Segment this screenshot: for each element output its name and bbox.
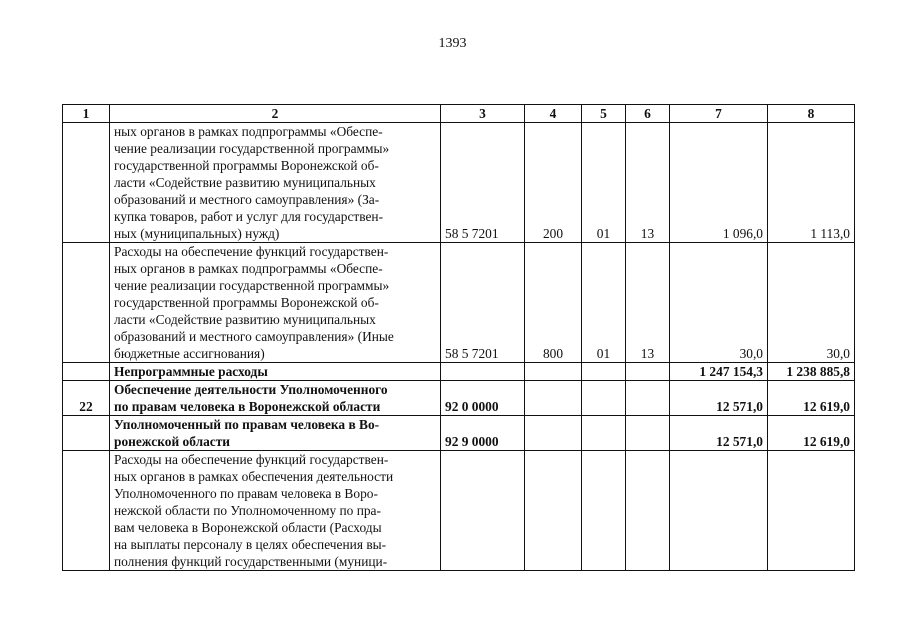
amount-year-2: 1 113,0 (768, 123, 855, 243)
target-code: 92 9 0000 (441, 416, 525, 451)
column-header: 4 (525, 105, 582, 123)
row-description: Расходы на обеспечение функций государствен- ных органов в рамках обеспечения деятельности Уполномоченного по правам человека в Воро- нежской области по Уполномоченному по пра- вам человека в Воронежской области (Расходы на выплаты персоналу в целях обеспечения вы- полнения функций государственными (муници- (110, 451, 441, 571)
expense-type (525, 381, 582, 416)
table-header-row (63, 105, 855, 123)
table-body (63, 123, 855, 571)
section-code (582, 381, 626, 416)
subsection-code (626, 381, 670, 416)
table-row (63, 416, 855, 451)
target-code: 92 0 0000 (441, 381, 525, 416)
target-code (441, 451, 525, 571)
amount-year-2 (768, 451, 855, 571)
amount-year-1 (670, 451, 768, 571)
table-row (63, 123, 855, 243)
section-code (582, 416, 626, 451)
row-description: Обеспечение деятельности Уполномоченного по правам человека в Воронежской области (110, 381, 441, 416)
row-number (63, 416, 110, 451)
column-header: 8 (768, 105, 855, 123)
section-code (582, 363, 626, 381)
row-number (63, 243, 110, 363)
column-header: 5 (582, 105, 626, 123)
expense-type (525, 416, 582, 451)
subsection-code (626, 451, 670, 571)
expense-type (525, 363, 582, 381)
amount-year-1: 12 571,0 (670, 416, 768, 451)
subsection-code (626, 416, 670, 451)
subsection-code: 13 (626, 123, 670, 243)
amount-year-2: 12 619,0 (768, 416, 855, 451)
row-description: Непрограммные расходы (110, 363, 441, 381)
subsection-code: 13 (626, 243, 670, 363)
table-row (63, 363, 855, 381)
table-row (63, 451, 855, 571)
target-code: 58 5 7201 (441, 123, 525, 243)
row-description: ных органов в рамках подпрограммы «Обеспе- чение реализации государственной программы» государственной программы Воронежской об- ласти «Содействие развитию муниципальных образований и местного самоуправления» (За- купка товаров, работ и услуг для государствен- ных (муниципальных) нужд) (110, 123, 441, 243)
amount-year-1: 1 096,0 (670, 123, 768, 243)
row-number (63, 363, 110, 381)
column-header: 2 (110, 105, 441, 123)
expense-type (525, 451, 582, 571)
row-description: Уполномоченный по правам человека в Во- ронежской области (110, 416, 441, 451)
column-header: 3 (441, 105, 525, 123)
amount-year-1: 12 571,0 (670, 381, 768, 416)
row-description: Расходы на обеспечение функций государствен- ных органов в рамках подпрограммы «Обеспе- чение реализации государственной программы» государственной программы Воронежской об- ласти «Содействие развитию муниципальных образований и местного самоуправления» (Иные бюджетные ассигнования) (110, 243, 441, 363)
row-number (63, 451, 110, 571)
subsection-code (626, 363, 670, 381)
row-number (63, 123, 110, 243)
section-code: 01 (582, 123, 626, 243)
target-code (441, 363, 525, 381)
expense-type: 200 (525, 123, 582, 243)
table-row (63, 381, 855, 416)
page-number: 1393 (438, 36, 467, 51)
table-row (63, 243, 855, 363)
column-header: 6 (626, 105, 670, 123)
column-header: 1 (63, 105, 110, 123)
section-code (582, 451, 626, 571)
column-header: 7 (670, 105, 768, 123)
amount-year-2: 30,0 (768, 243, 855, 363)
amount-year-2: 12 619,0 (768, 381, 855, 416)
row-number: 22 (63, 381, 110, 416)
section-code: 01 (582, 243, 626, 363)
amount-year-1: 1 247 154,3 (670, 363, 768, 381)
expense-type: 800 (525, 243, 582, 363)
target-code: 58 5 7201 (441, 243, 525, 363)
amount-year-1: 30,0 (670, 243, 768, 363)
budget-table (62, 104, 855, 571)
amount-year-2: 1 238 885,8 (768, 363, 855, 381)
